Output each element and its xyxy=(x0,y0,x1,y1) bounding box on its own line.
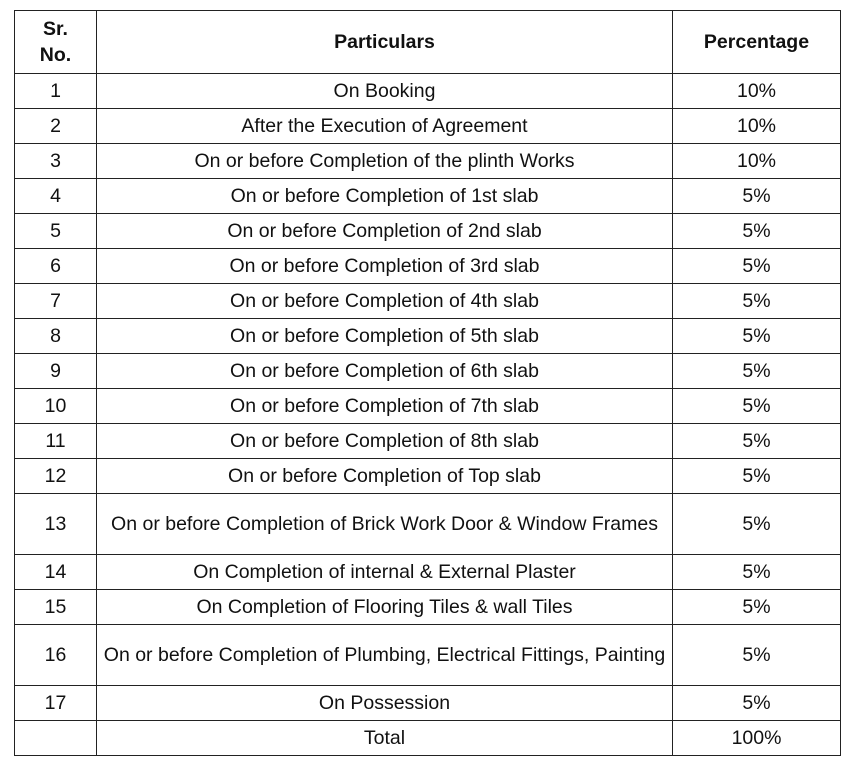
percentage-cell: 5% xyxy=(673,389,841,424)
sr-no-cell: 8 xyxy=(15,319,97,354)
sr-no-cell: 16 xyxy=(15,625,97,686)
particulars-cell: On or before Completion of 5th slab xyxy=(97,319,673,354)
percentage-cell: 5% xyxy=(673,214,841,249)
percentage-cell: 5% xyxy=(673,424,841,459)
table-row xyxy=(15,144,841,179)
percentage-cell: 5% xyxy=(673,354,841,389)
particulars-cell: On or before Completion of 4th slab xyxy=(97,284,673,319)
sr-no-cell: 13 xyxy=(15,494,97,555)
total-sr-cell xyxy=(15,721,97,756)
table-row xyxy=(15,424,841,459)
particulars-cell: On or before Completion of 6th slab xyxy=(97,354,673,389)
particulars-cell: After the Execution of Agreement xyxy=(97,109,673,144)
percentage-cell: 5% xyxy=(673,179,841,214)
percentage-cell: 10% xyxy=(673,109,841,144)
header-row xyxy=(15,11,841,74)
particulars-cell: On or before Completion of 2nd slab xyxy=(97,214,673,249)
particulars-cell: On or before Completion of 3rd slab xyxy=(97,249,673,284)
percentage-cell: 5% xyxy=(673,459,841,494)
particulars-cell: On or before Completion of 8th slab xyxy=(97,424,673,459)
sr-no-cell: 3 xyxy=(15,144,97,179)
particulars-cell: On or before Completion of Top slab xyxy=(97,459,673,494)
sr-no-cell: 10 xyxy=(15,389,97,424)
table-row xyxy=(15,109,841,144)
particulars-cell: On or before Completion of Plumbing, Electrical Fittings, Painting xyxy=(97,625,673,686)
table-row xyxy=(15,284,841,319)
percentage-cell: 5% xyxy=(673,494,841,555)
particulars-cell: On Completion of internal & External Plaster xyxy=(97,555,673,590)
sr-no-cell: 2 xyxy=(15,109,97,144)
sr-no-cell: 4 xyxy=(15,179,97,214)
table-row xyxy=(15,459,841,494)
sr-no-cell: 6 xyxy=(15,249,97,284)
table-row xyxy=(15,179,841,214)
total-row xyxy=(15,721,841,756)
table-row xyxy=(15,494,841,555)
percentage-cell: 5% xyxy=(673,686,841,721)
sr-no-cell: 9 xyxy=(15,354,97,389)
header-percentage: Percentage xyxy=(673,11,841,74)
particulars-cell: On or before Completion of the plinth Works xyxy=(97,144,673,179)
sr-no-cell: 5 xyxy=(15,214,97,249)
particulars-cell: On or before Completion of Brick Work Door & Window Frames xyxy=(97,494,673,555)
sr-no-cell: 14 xyxy=(15,555,97,590)
table-row xyxy=(15,319,841,354)
table-row xyxy=(15,354,841,389)
total-label: Total xyxy=(97,721,673,756)
particulars-cell: On or before Completion of 1st slab xyxy=(97,179,673,214)
sr-no-cell: 1 xyxy=(15,74,97,109)
particulars-cell: On Booking xyxy=(97,74,673,109)
percentage-cell: 5% xyxy=(673,319,841,354)
percentage-cell: 10% xyxy=(673,74,841,109)
header-particulars: Particulars xyxy=(97,11,673,74)
header-sr-no: Sr. No. xyxy=(15,11,97,74)
sr-no-cell: 17 xyxy=(15,686,97,721)
table-row xyxy=(15,625,841,686)
particulars-cell: On Completion of Flooring Tiles & wall Tiles xyxy=(97,590,673,625)
table-row xyxy=(15,555,841,590)
sr-no-cell: 15 xyxy=(15,590,97,625)
percentage-cell: 5% xyxy=(673,590,841,625)
table-row xyxy=(15,74,841,109)
percentage-cell: 5% xyxy=(673,284,841,319)
table-row xyxy=(15,686,841,721)
percentage-cell: 5% xyxy=(673,625,841,686)
percentage-cell: 10% xyxy=(673,144,841,179)
sr-no-cell: 7 xyxy=(15,284,97,319)
table-row xyxy=(15,389,841,424)
particulars-cell: On or before Completion of 7th slab xyxy=(97,389,673,424)
table-row xyxy=(15,214,841,249)
percentage-cell: 5% xyxy=(673,249,841,284)
table-row xyxy=(15,590,841,625)
sr-no-cell: 12 xyxy=(15,459,97,494)
particulars-cell: On Possession xyxy=(97,686,673,721)
percentage-cell: 5% xyxy=(673,555,841,590)
total-percentage: 100% xyxy=(673,721,841,756)
table-row xyxy=(15,249,841,284)
payment-schedule-table xyxy=(14,10,841,756)
sr-no-cell: 11 xyxy=(15,424,97,459)
